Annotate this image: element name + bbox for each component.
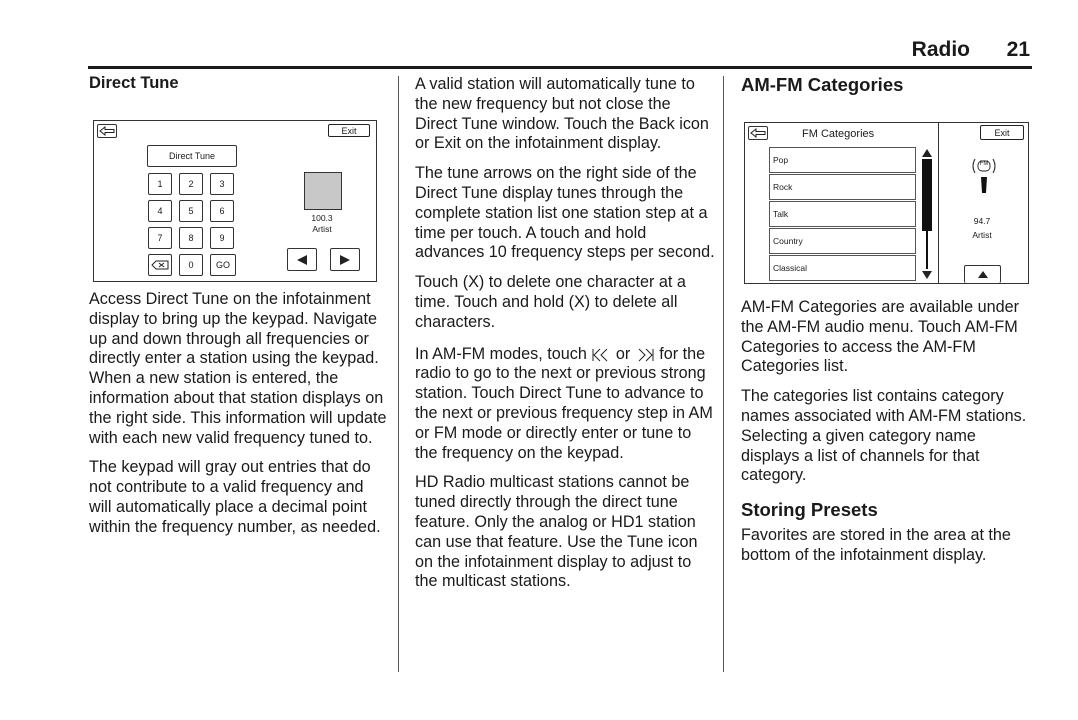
tune-up-button[interactable] xyxy=(330,248,360,271)
key-9[interactable]: 9 xyxy=(210,227,234,249)
seek-forward-icon xyxy=(635,348,655,362)
back-arrow-icon xyxy=(750,128,766,138)
back-arrow-icon xyxy=(99,126,115,136)
scrollbar-track[interactable] xyxy=(926,231,928,269)
station-art-placeholder xyxy=(304,172,342,210)
section-title: Radio xyxy=(911,38,970,61)
key-0[interactable]: 0 xyxy=(179,254,203,276)
column-1 xyxy=(89,74,387,94)
station-badge-label: FM xyxy=(979,161,989,167)
tune-down-button[interactable] xyxy=(287,248,317,271)
scroll-down-icon[interactable] xyxy=(921,270,933,280)
fm-categories-figure xyxy=(744,122,1029,284)
key-4[interactable]: 4 xyxy=(148,200,172,222)
back-button[interactable] xyxy=(97,124,117,138)
scroll-up-icon[interactable] xyxy=(921,148,933,158)
seek-back-icon xyxy=(591,348,611,362)
column-2 xyxy=(415,75,715,602)
tune-right-arrow-icon xyxy=(339,254,351,266)
exit-button[interactable]: Exit xyxy=(328,124,370,137)
paragraph: Favorites are stored in the area at the bottom of the infotainment display. xyxy=(741,525,1011,564)
column-3 xyxy=(741,75,1031,95)
back-button[interactable] xyxy=(748,126,768,140)
paragraph: AM-FM Categories are available under the AM-FM audio menu. Touch AM-FM Categories to access the AM-FM Categories list. xyxy=(741,298,1020,376)
key-8[interactable]: 8 xyxy=(179,227,203,249)
exit-button[interactable]: Exit xyxy=(980,125,1024,140)
paragraph-text: In AM-FM modes, touch xyxy=(415,344,587,363)
column-divider xyxy=(398,76,399,672)
section-heading-storing-presets: Storing Presets xyxy=(741,499,878,521)
paragraph-text: for the radio to go to the next or previous strong station. Touch Direct Tune to advance to the next or previous frequency step in AM or FM mode or directly enter or tune to the frequency on the keypad. xyxy=(415,344,713,462)
delete-icon xyxy=(151,260,169,270)
column-divider xyxy=(723,76,724,672)
tune-left-arrow-icon xyxy=(296,254,308,266)
expand-up-button[interactable] xyxy=(964,265,1001,283)
paragraph-seek xyxy=(415,345,715,464)
paragraph: A valid station will automatically tune to the new frequency but not close the Direct Tune window. Touch the Back icon or Exit on the infotainment display. xyxy=(415,75,709,153)
key-6[interactable]: 6 xyxy=(210,200,234,222)
paragraph: The categories list contains category names associated with AM-FM stations. Selecting a given category name displays a list of channels for that category. xyxy=(741,387,1027,485)
section-heading-am-fm-categories: AM-FM Categories xyxy=(741,74,904,95)
category-item-talk[interactable]: Talk xyxy=(769,201,916,227)
category-item-country[interactable]: Country xyxy=(769,228,916,254)
direct-tune-title-button[interactable]: Direct Tune xyxy=(147,145,237,167)
paragraph: The keypad will gray out entries that do not contribute to a valid frequency and will automatically place a decimal point within the frequency number, as needed. xyxy=(89,458,381,536)
station-frequency: 94.7 xyxy=(973,216,991,226)
category-item-pop[interactable]: Pop xyxy=(769,147,916,173)
up-arrow-icon xyxy=(977,270,989,279)
station-artist: Artist xyxy=(312,224,332,234)
paragraph: HD Radio multicast stations cannot be tuned directly through the direct tune feature. Only the analog or HD1 station can use that feature. Use the Tune icon on the infotainment display to adjust to the multicast stations. xyxy=(415,473,698,591)
category-item-classical[interactable]: Classical xyxy=(769,255,916,281)
delete-button[interactable] xyxy=(148,254,172,276)
paragraph: The tune arrows on the right side of the Direct Tune display tunes through the complete station list one station step at a time per touch. A touch and hold advances 10 frequency steps per second. xyxy=(415,164,715,262)
key-2[interactable]: 2 xyxy=(179,173,203,195)
page-header xyxy=(88,36,1032,69)
go-button[interactable]: GO xyxy=(210,254,236,276)
key-5[interactable]: 5 xyxy=(179,200,203,222)
paragraph-text: or xyxy=(615,344,631,363)
paragraph: Touch (X) to delete one character at a time. Touch and hold (X) to delete all characters. xyxy=(415,273,686,331)
key-1[interactable]: 1 xyxy=(148,173,172,195)
station-artist: Artist xyxy=(972,230,992,240)
station-frequency: 100.3 xyxy=(311,213,333,223)
list-title: FM Categories xyxy=(802,128,875,140)
section-heading-direct-tune: Direct Tune xyxy=(89,74,179,92)
page-number: 21 xyxy=(1006,38,1030,61)
key-7[interactable]: 7 xyxy=(148,227,172,249)
panel-divider xyxy=(938,123,939,283)
scrollbar-thumb[interactable] xyxy=(922,159,932,231)
column-1-body xyxy=(89,290,387,548)
direct-tune-figure xyxy=(93,120,377,282)
key-3[interactable]: 3 xyxy=(210,173,234,195)
category-item-rock[interactable]: Rock xyxy=(769,174,916,200)
paragraph: Access Direct Tune on the infotainment display to bring up the keypad. Navigate up and down through all frequencies or directly enter a station using the keypad. When a new station is entered, the information about that station displays on the right side. This information will update with each new valid frequency tuned to. xyxy=(89,290,387,447)
column-3-body xyxy=(741,298,1031,576)
